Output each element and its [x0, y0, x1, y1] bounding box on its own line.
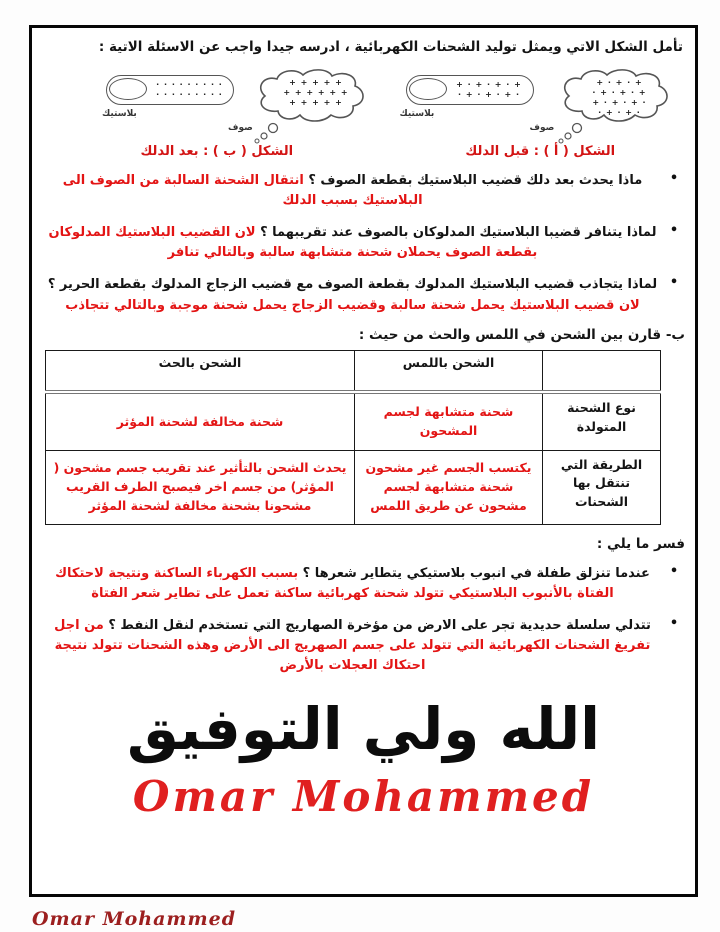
table-header-row: [46, 350, 661, 392]
figures-row: [40, 67, 687, 159]
charge-row: + + + + + +: [283, 87, 349, 97]
question: لماذا يتنافر قضيبا البلاستيك المدلوكان بالصوف عند تقريبهما ؟: [260, 225, 657, 241]
question: ماذا يحدث بعد دلك قضيب البلاستيك بقطعة الصوف ؟: [308, 172, 643, 188]
question-text: [40, 275, 661, 315]
table-header-induction: الشحن بالحث: [46, 350, 355, 392]
charge-row: + + + + +: [289, 77, 343, 87]
criterion-header-cell: [543, 350, 661, 392]
charge-row: + · + · +: [596, 77, 643, 87]
answer-cell-induction: شحنة مخالفة لشحنة المؤثر: [46, 392, 355, 450]
charge-row: · · · · · · · · ·: [156, 89, 223, 99]
charge-row: · + · + ·: [598, 107, 641, 117]
table-row-transfer-method: [46, 450, 661, 524]
question-text: [40, 171, 661, 211]
table-header-touch: الشحن باللمس: [355, 350, 543, 392]
bullet-icon: •: [669, 170, 679, 186]
question-item-3: [40, 275, 687, 315]
criterion-cell: نوع الشحنة المتولدة: [543, 392, 661, 450]
answer: انتقال الشحنة السالبة من الصوف الى البلاستيك بسبب الدلك: [62, 172, 423, 209]
charge-row: · + · + · +: [592, 87, 647, 97]
answer: بسبب الكهرباء الساكنة ونتيجة لاحتكاك الفتاة بالأنبوب البلاستيكي تتولد شحنة كهربائية ساكنة تعمل على تطاير شعر الفتاة: [55, 565, 614, 601]
figure-a-before-rubbing: [364, 67, 688, 159]
rod-end-circle: [109, 78, 147, 100]
charge-row: · · · · · · · · ·: [156, 79, 223, 89]
wool-cloud-b: [252, 67, 370, 145]
charge-row: + · + · + ·: [592, 97, 647, 107]
question: عندما تنزلق طفلة في انبوب بلاستيكي يتطاير شعرها ؟: [302, 565, 650, 581]
compare-table: [45, 350, 661, 525]
rod-end-circle: [409, 78, 447, 100]
plastic-rod-b: [106, 75, 234, 105]
wool-label: صوف: [529, 122, 555, 133]
figure-b-after-rubbing: [40, 67, 364, 159]
explain-heading: فسر ما يلي :: [596, 535, 685, 552]
cloud-charges-b: [274, 78, 358, 108]
signature-small: Omar Mohammed: [32, 908, 237, 930]
bullet-icon: •: [669, 563, 679, 579]
rod-charges-a: [451, 77, 528, 103]
plastic-label: بلاستيك: [102, 108, 137, 119]
figure-caption-b: الشكل ( ب ) : بعد الدلك: [140, 143, 294, 159]
answer: لان قضيب البلاستيك يحمل شحنة سالبة وقضيب الزجاج يحمل شحنة موجبة وبالتالي تتجاذب: [65, 297, 640, 313]
plastic-rod-a: [406, 75, 534, 105]
explain-item-2: [40, 616, 687, 676]
page-border-frame: [29, 25, 698, 897]
answer: من اجل تفريغ الشحنات الكهربائية التي تتولد على جسم الصهريج الى الأرض وهذه الشحنات تتولد نتيجة احتكاك العجلات بالأرض: [54, 618, 651, 674]
rod-charges-b: [151, 77, 228, 103]
compare-heading: ب- قارن بين الشحن في اللمس والحث من حيث :: [358, 326, 685, 343]
signature-large: Omar Mohammed: [132, 771, 595, 821]
figure-caption-a: الشكل ( أ ) : قبل الدلك: [465, 143, 616, 159]
plastic-label: بلاستيك: [399, 108, 435, 119]
explain-text: [40, 616, 661, 676]
question-item-2: [40, 223, 687, 263]
charge-row: · + · + · + ·: [458, 89, 520, 99]
bullet-icon: •: [669, 275, 679, 291]
page-title: تأمل الشكل الاتي ويمثل توليد الشحنات الكهربائية ، ادرسه جيدا واجب عن الاسئلة الاتية :: [98, 39, 683, 55]
cloud-charges-a: [578, 78, 662, 118]
answer-cell-touch: شحنة متشابهة لجسم المشحون: [355, 392, 543, 450]
wool-label: صوف: [228, 122, 253, 133]
question: تتدلي سلسلة حديدية تجر على الارض من مؤخرة الصهاريج التي تستخدم لنقل النفط ؟: [108, 618, 651, 634]
question-text: [40, 223, 661, 263]
question-item-1: [40, 171, 687, 211]
charge-row: + · + · + · +: [456, 79, 522, 89]
wool-cloud-a: [556, 67, 674, 145]
explain-text: [40, 564, 661, 604]
criterion-cell: الطريقة التي تنتقل بها الشحنات: [543, 450, 661, 524]
explain-item-1: [40, 564, 687, 604]
answer-cell-induction: يحدث الشحن بالتأثير عند تقريب جسم مشحون ( المؤثر) من جسم اخر فيصبح الطرف القريب مشحونا بشحنة مخالفة لشحنة المؤثر: [46, 450, 355, 524]
calligraphy-allah-wali-altawfiq: الله ولي التوفيق: [126, 695, 601, 764]
table-row-charge-type: [46, 392, 661, 450]
answer-cell-touch: يكتسب الجسم غير مشحون شحنة متشابهة لجسم مشحون عن طريق اللمس: [355, 450, 543, 524]
bullet-icon: •: [669, 223, 679, 239]
charge-row: + + + + +: [289, 97, 343, 107]
question: لماذا يتجاذب قضيب البلاستيك المدلوك بقطعة الصوف مع قضيب الزجاج المدلوك بقطعة الحرير ؟: [47, 277, 658, 293]
bullet-icon: •: [669, 616, 679, 632]
answer: لان القضيب البلاستيك المدلوكان بقطعة الصوف يحملان شحنة متشابهة سالبة وبالتالي تنافر: [48, 225, 538, 261]
